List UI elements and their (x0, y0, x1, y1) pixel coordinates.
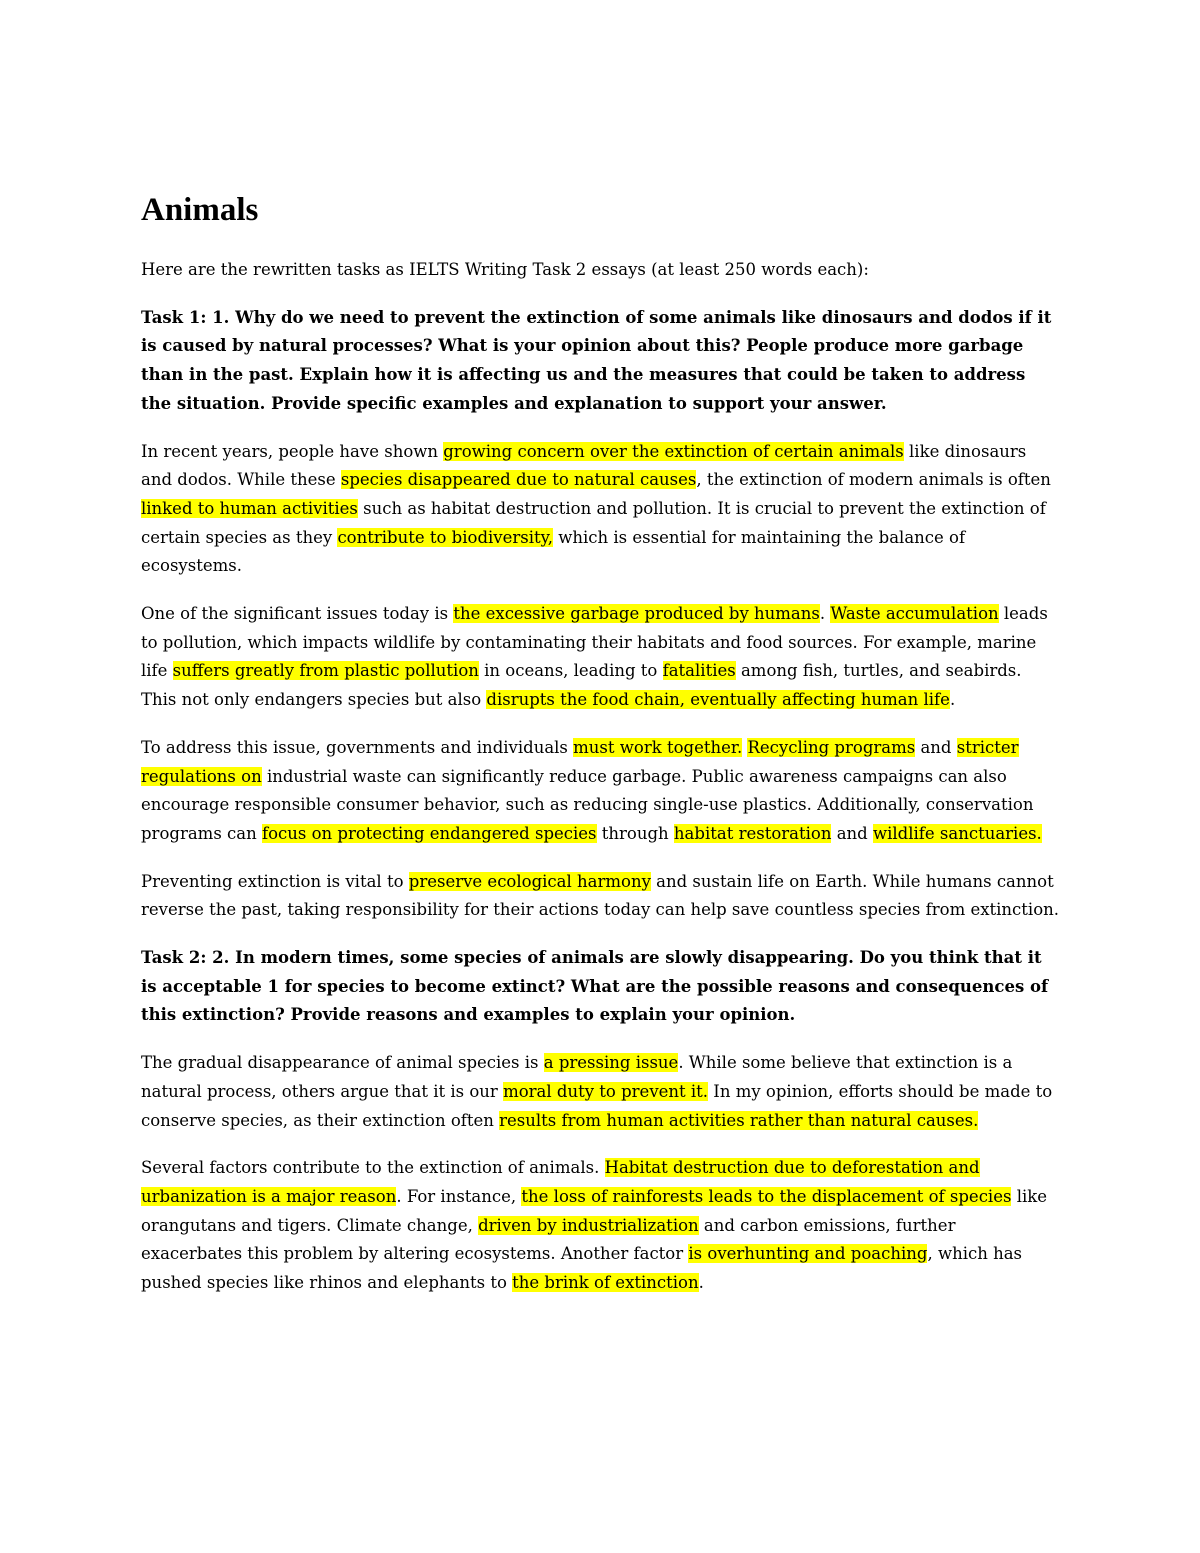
highlighted-text: Waste accumulation (830, 604, 999, 624)
task-2-section (141, 944, 1061, 1298)
task-2-paragraph (141, 1049, 1061, 1135)
task-1-heading: Task 1: 1. Why do we need to prevent the extinction of some animals like dinosaurs and dodos if it is caused by natural processes? What is your opinion about this? People produce more garbage than in the past. Explain how it is affecting us and the measures that could be taken to address the situation. Provide specific examples and explanation to support your answer. (141, 307, 1052, 413)
highlighted-text: species disappeared due to natural causes (340, 470, 697, 490)
highlighted-text: linked to human activities (141, 498, 358, 518)
body-text: In recent years, people have shown (141, 441, 444, 461)
document-title: Animals (141, 192, 259, 228)
body-text: and (831, 823, 873, 843)
highlighted-text: moral duty to prevent it. (503, 1081, 709, 1101)
highlighted-text: fatalities (662, 661, 736, 681)
body-text: . For instance, (396, 1186, 522, 1206)
intro-paragraph: Here are the rewritten tasks as IELTS Writing Task 2 essays (at least 250 words each): (141, 260, 869, 279)
highlighted-text: the excessive garbage produced by humans (453, 604, 820, 624)
body-text: like dinosaurs and dodos. While these (141, 441, 1027, 490)
highlighted-text: stricter regulations on (141, 737, 1019, 786)
document-body (141, 186, 1061, 1317)
task-2-paragraph (141, 1154, 1061, 1298)
body-text: To address this issue, governments and individuals (141, 737, 574, 757)
body-text: such as habitat destruction and pollution. It is crucial to prevent the extinction of certain species as they (141, 498, 1046, 547)
task-1-paragraph (141, 438, 1061, 582)
highlighted-text: focus on protecting endangered species (261, 823, 597, 843)
body-text: industrial waste can significantly reduce garbage. Public awareness campaigns can also encourage responsible consumer behavior, such as reducing single-use plastics. Additionally, conservation programs can (141, 766, 1034, 843)
highlighted-text: disrupts the food chain, eventually affecting human life (486, 690, 950, 710)
highlighted-text: Recycling programs (747, 737, 916, 757)
task-2-heading: Task 2: 2. In modern times, some species of animals are slowly disappearing. Do you think that it is acceptable 1 for species to become extinct? What are the possible reasons and consequences of this extinction? Provide reasons and examples to explain your opinion. (141, 948, 1049, 1025)
highlighted-text: driven by industrialization (478, 1215, 699, 1235)
task-1-paragraph (141, 734, 1061, 849)
highlighted-text: is overhunting and poaching (688, 1244, 928, 1264)
highlighted-text: preserve ecological harmony (408, 871, 651, 891)
body-text: . While some believe that extinction is a natural process, others argue that it is our (141, 1053, 1013, 1101)
body-text: Preventing extinction is vital to (141, 871, 409, 891)
body-text: , which has pushed species like rhinos and elephants to (141, 1244, 1023, 1293)
highlighted-text: wildlife sanctuaries. (872, 823, 1042, 843)
highlighted-text: results from human activities rather than natural causes. (499, 1110, 979, 1130)
body-text: In my opinion, efforts should be made to conserve species, as their extinction often (141, 1081, 1053, 1130)
highlighted-text: a pressing issue (543, 1053, 679, 1073)
body-text: . (949, 690, 956, 710)
body-text: in oceans, leading to (478, 661, 663, 681)
body-text: , the extinction of modern animals is often (696, 470, 1051, 490)
highlighted-text: growing concern over the extinction of certain animals (443, 441, 904, 461)
body-text: The gradual disappearance of animal species is (141, 1053, 544, 1073)
highlighted-text: the loss of rainforests leads to the displacement of species (521, 1186, 1012, 1206)
task-1-paragraph (141, 600, 1061, 715)
body-text: like orangutans and tigers. Climate change, (141, 1186, 1048, 1235)
highlighted-text: must work together. (573, 737, 743, 757)
highlighted-text: habitat restoration (673, 823, 832, 843)
highlighted-text: the brink of extinction (512, 1273, 699, 1293)
highlighted-text: suffers greatly from plastic pollution (172, 661, 479, 681)
body-text: and carbon emissions, further exacerbates this problem by altering ecosystems. Another factor (141, 1215, 956, 1264)
body-text: through (596, 823, 674, 843)
body-text: Several factors contribute to the extinction of animals. (141, 1158, 605, 1178)
task-1-paragraph (141, 868, 1061, 925)
body-text: . (819, 604, 831, 624)
highlighted-text: contribute to biodiversity, (337, 527, 554, 547)
body-text: One of the significant issues today is (141, 604, 454, 624)
body-text: among fish, turtles, and seabirds. This not only endangers species but also (141, 661, 1022, 710)
body-text: leads to pollution, which impacts wildlife by contaminating their habitats and food sources. For example, marine life (141, 604, 1048, 681)
highlighted-text: Habitat destruction due to deforestation and urbanization is a major reason (141, 1158, 980, 1206)
body-text: . (698, 1273, 704, 1293)
task-1-section (141, 304, 1061, 925)
body-text: and (915, 737, 957, 757)
body-text: and sustain life on Earth. While humans cannot reverse the past, taking responsibility for their actions today can help save countless species from extinction. (141, 871, 1060, 920)
body-text: which is essential for maintaining the balance of ecosystems. (141, 527, 966, 576)
